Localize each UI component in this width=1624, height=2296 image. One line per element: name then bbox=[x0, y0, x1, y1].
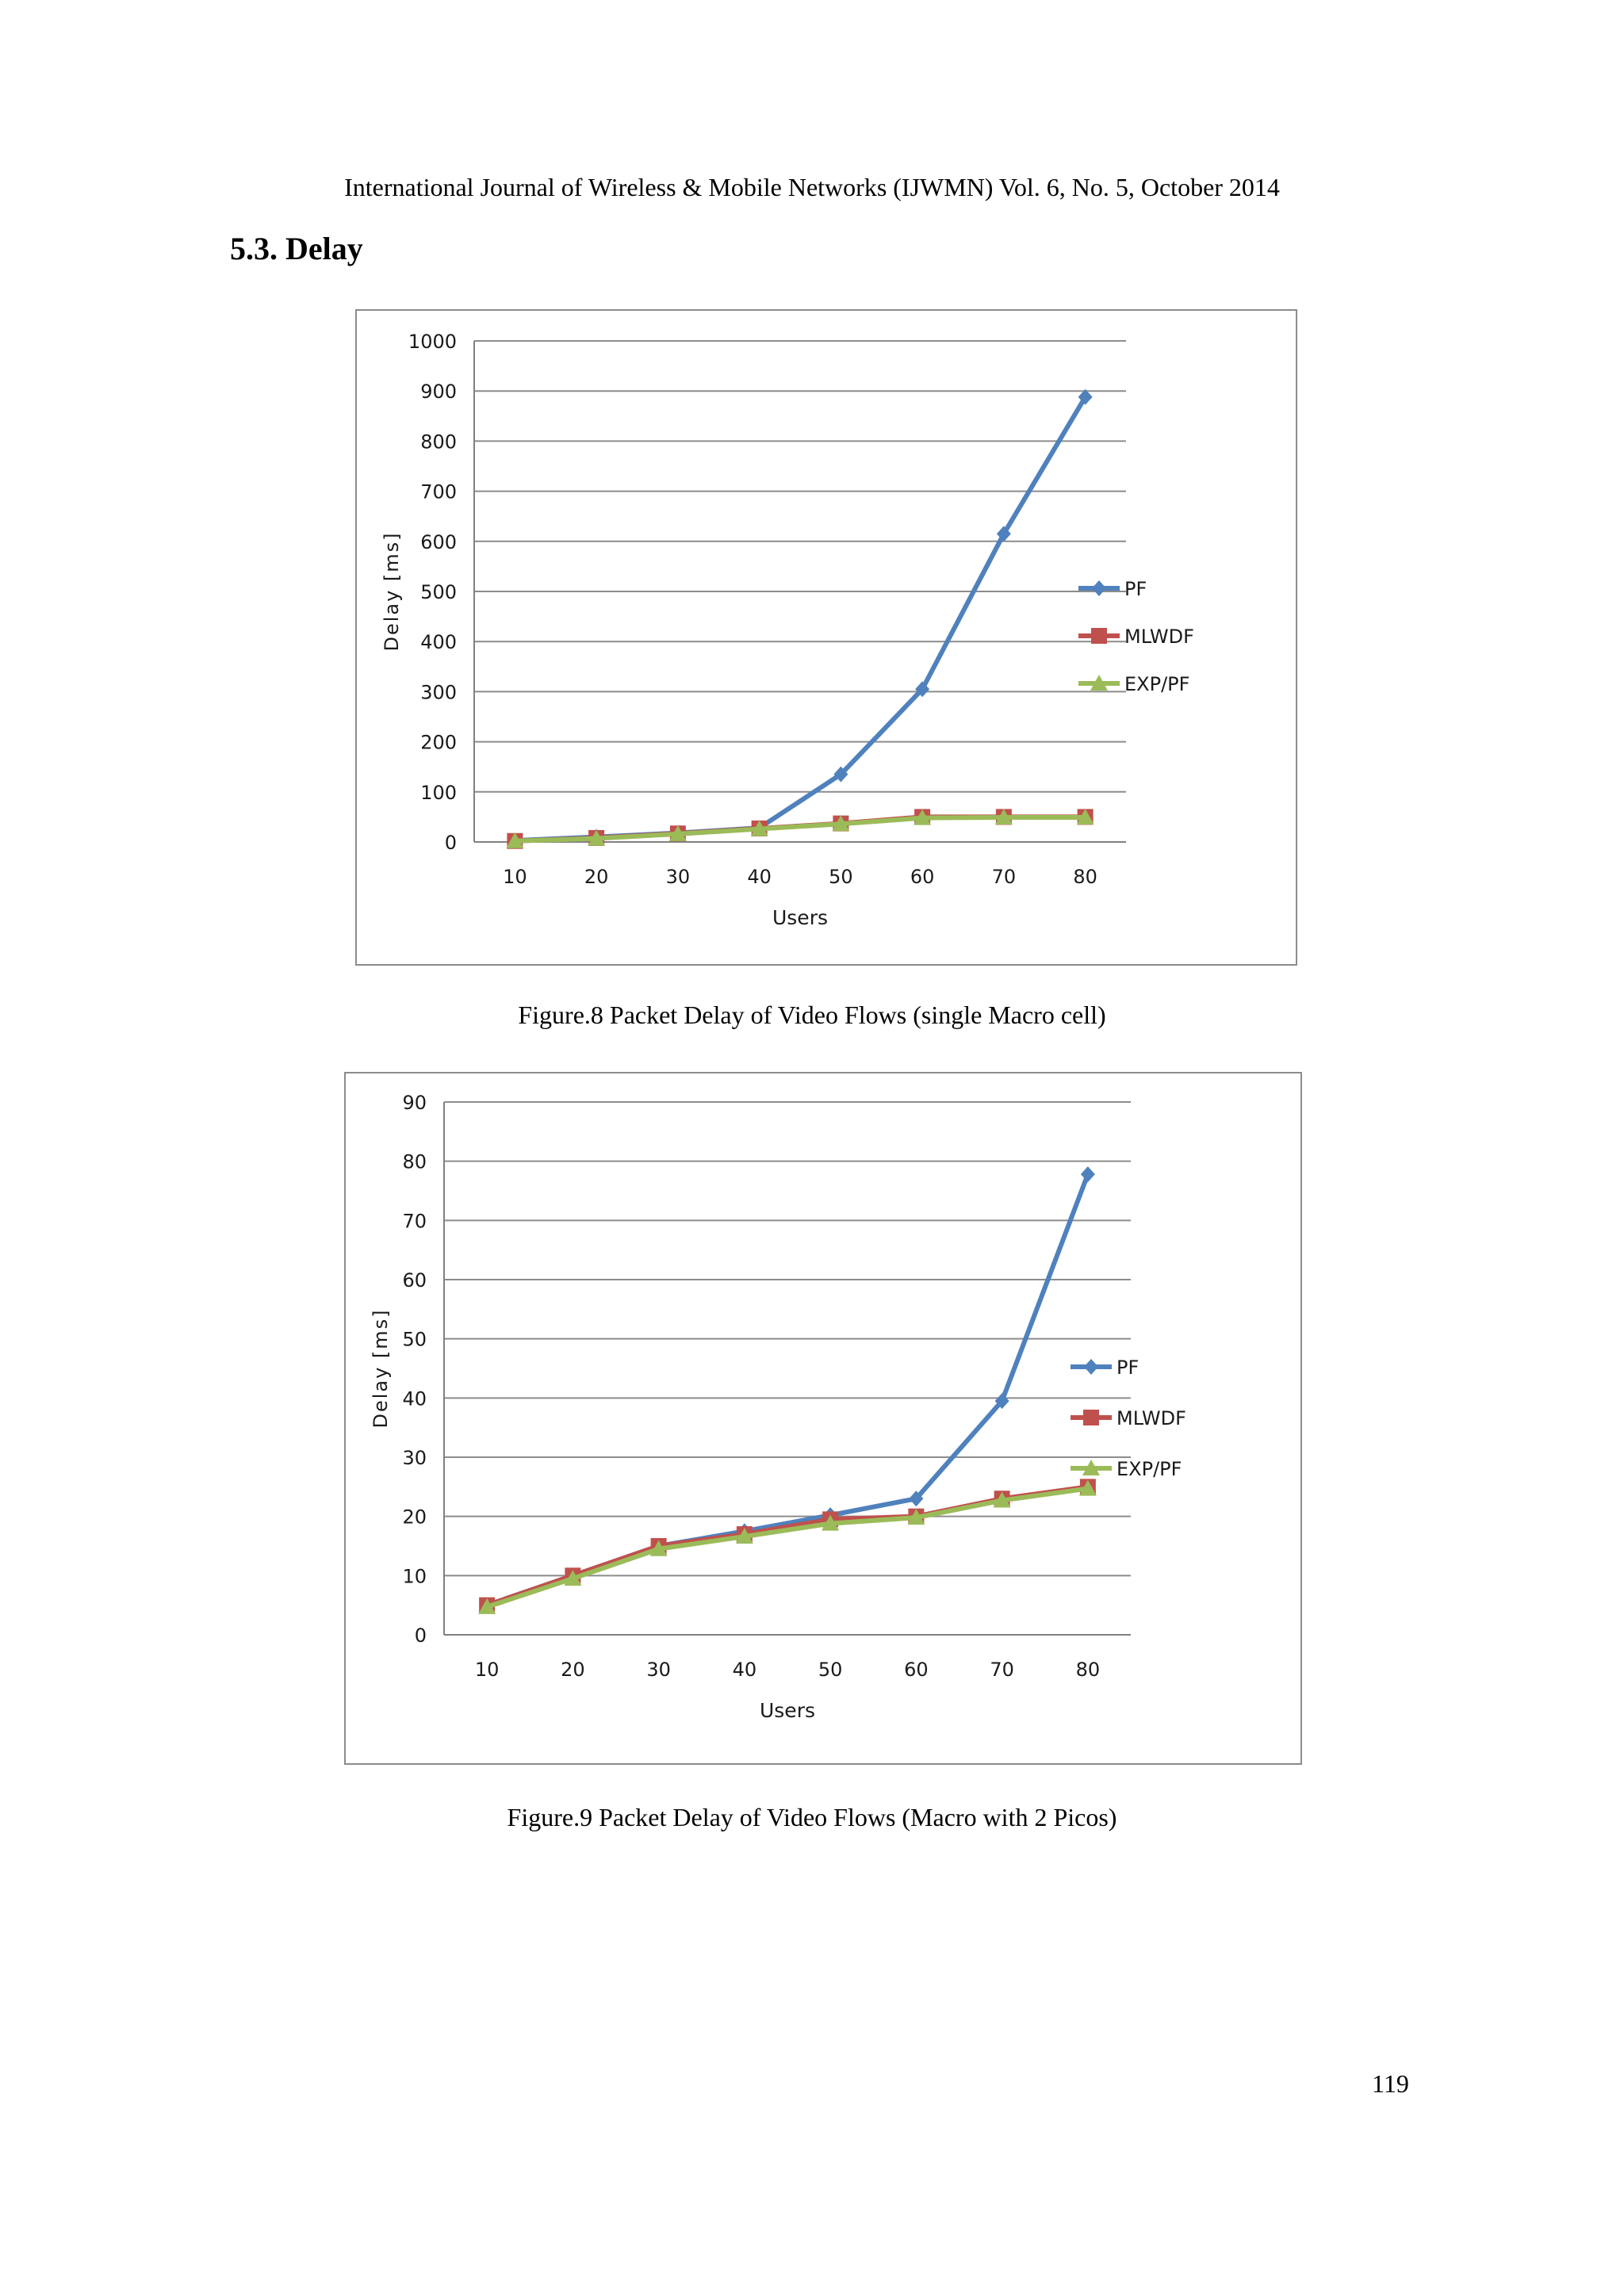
figure-9-ytick-label: 10 bbox=[402, 1565, 427, 1588]
figure-9-legend-label: EXP/PF bbox=[1116, 1458, 1182, 1480]
figure-8-xtick-label: 80 bbox=[1073, 866, 1097, 888]
figure-8-x-axis-title: Users bbox=[772, 906, 829, 929]
figure-8-xtick-label: 30 bbox=[665, 866, 691, 888]
figure-9-point-pf bbox=[1081, 1166, 1095, 1182]
figure-8-xtick-label: 60 bbox=[910, 866, 935, 888]
figure-8-legend-marker bbox=[1092, 580, 1106, 596]
figure-9-legend-entry-exp-pf bbox=[1071, 1458, 1182, 1480]
figure-9-xtick-label: 70 bbox=[990, 1659, 1014, 1681]
figure-9-ytick-label: 20 bbox=[402, 1506, 427, 1529]
figure-9-legend-marker bbox=[1083, 1410, 1099, 1425]
figure-8-legend-entry-pf bbox=[1078, 578, 1147, 600]
figure-8-series-pf bbox=[508, 389, 1092, 848]
figure-9-xtick-label: 30 bbox=[646, 1659, 671, 1681]
figure-8-legend-entry-mlwdf bbox=[1078, 626, 1194, 648]
figure-9-ytick-label: 70 bbox=[402, 1210, 427, 1233]
figure-8-ytick-label: 800 bbox=[420, 430, 457, 453]
figure-9-xtick-label: 60 bbox=[904, 1659, 929, 1681]
figure-9-xtick-label: 50 bbox=[818, 1659, 843, 1681]
figure-8-ytick-label: 100 bbox=[420, 781, 457, 804]
running-header: International Journal of Wireless & Mobile Networks (IJWMN) Vol. 6, No. 5, October 2014 bbox=[344, 173, 1280, 201]
figure-8-legend-label: EXP/PF bbox=[1124, 673, 1190, 695]
figure-8-y-axis-title: Delay [ms] bbox=[381, 531, 403, 652]
figure-8-legend-label: MLWDF bbox=[1124, 626, 1194, 648]
figure-8-plot bbox=[357, 311, 1296, 964]
figure-9-series-exp-pf bbox=[478, 1480, 1097, 1614]
figure-8-xtick-label: 40 bbox=[747, 866, 772, 888]
figure-9-ytick-label: 60 bbox=[402, 1269, 427, 1292]
figure-9-y-axis-title: Delay [ms] bbox=[370, 1308, 392, 1429]
figure-9-plot bbox=[346, 1073, 1300, 1763]
figure-8-ytick-label: 900 bbox=[420, 381, 457, 404]
section-heading: 5.3. Delay bbox=[230, 231, 363, 266]
figure-8-ytick-label: 200 bbox=[420, 731, 457, 754]
figure-9-x-axis-title: Users bbox=[759, 1699, 816, 1722]
figure-9-caption: Figure.9 Packet Delay of Video Flows (Macro with 2 Picos) bbox=[507, 1803, 1117, 1831]
figure-8-xtick-label: 50 bbox=[829, 866, 853, 888]
figure-8-legend-marker bbox=[1091, 628, 1107, 644]
figure-9-ytick-label: 80 bbox=[402, 1150, 427, 1173]
figure-9-legend-entry-pf bbox=[1071, 1357, 1139, 1379]
figure-8-xtick-label: 70 bbox=[991, 866, 1017, 888]
figure-8-ytick-label: 1000 bbox=[408, 331, 457, 353]
figure-8-ytick-label: 300 bbox=[420, 681, 457, 704]
figure-8-ytick-label: 500 bbox=[420, 581, 457, 603]
page-number: 119 bbox=[1372, 2069, 1409, 2098]
figure-8-chart bbox=[355, 309, 1297, 966]
figure-8-caption: Figure.8 Packet Delay of Video Flows (single Macro cell) bbox=[518, 1001, 1106, 1029]
figure-8-ytick-label: 400 bbox=[420, 631, 457, 654]
figure-8-xtick-label: 20 bbox=[584, 866, 609, 888]
figure-9-xtick-label: 80 bbox=[1075, 1659, 1101, 1681]
figure-8-xtick-label: 10 bbox=[503, 866, 527, 888]
figure-8-ytick-label: 700 bbox=[420, 480, 457, 503]
figure-9-ytick-label: 30 bbox=[402, 1447, 427, 1469]
figure-9-ytick-label: 0 bbox=[414, 1624, 427, 1647]
figure-9-ytick-label: 40 bbox=[402, 1387, 427, 1410]
figure-9-series-pf bbox=[480, 1166, 1095, 1613]
figure-8-line-pf bbox=[515, 397, 1085, 840]
figure-8-legend-label: PF bbox=[1124, 578, 1147, 600]
figure-9-ytick-label: 50 bbox=[402, 1328, 427, 1351]
figure-8-ytick-label: 600 bbox=[420, 530, 457, 553]
figure-9-xtick-label: 40 bbox=[732, 1659, 757, 1681]
figure-9-legend-label: PF bbox=[1116, 1357, 1139, 1379]
figure-9-ytick-label: 90 bbox=[402, 1092, 427, 1114]
figure-9-legend-label: MLWDF bbox=[1116, 1407, 1186, 1429]
figure-9-line-pf bbox=[487, 1174, 1088, 1605]
figure-9-legend-entry-mlwdf bbox=[1071, 1407, 1186, 1429]
figure-8-ytick-label: 0 bbox=[444, 832, 457, 854]
figure-9-chart bbox=[344, 1072, 1302, 1765]
figure-9-xtick-label: 10 bbox=[474, 1659, 500, 1681]
figure-9-legend-marker bbox=[1084, 1359, 1098, 1375]
figure-9-xtick-label: 20 bbox=[561, 1659, 585, 1681]
